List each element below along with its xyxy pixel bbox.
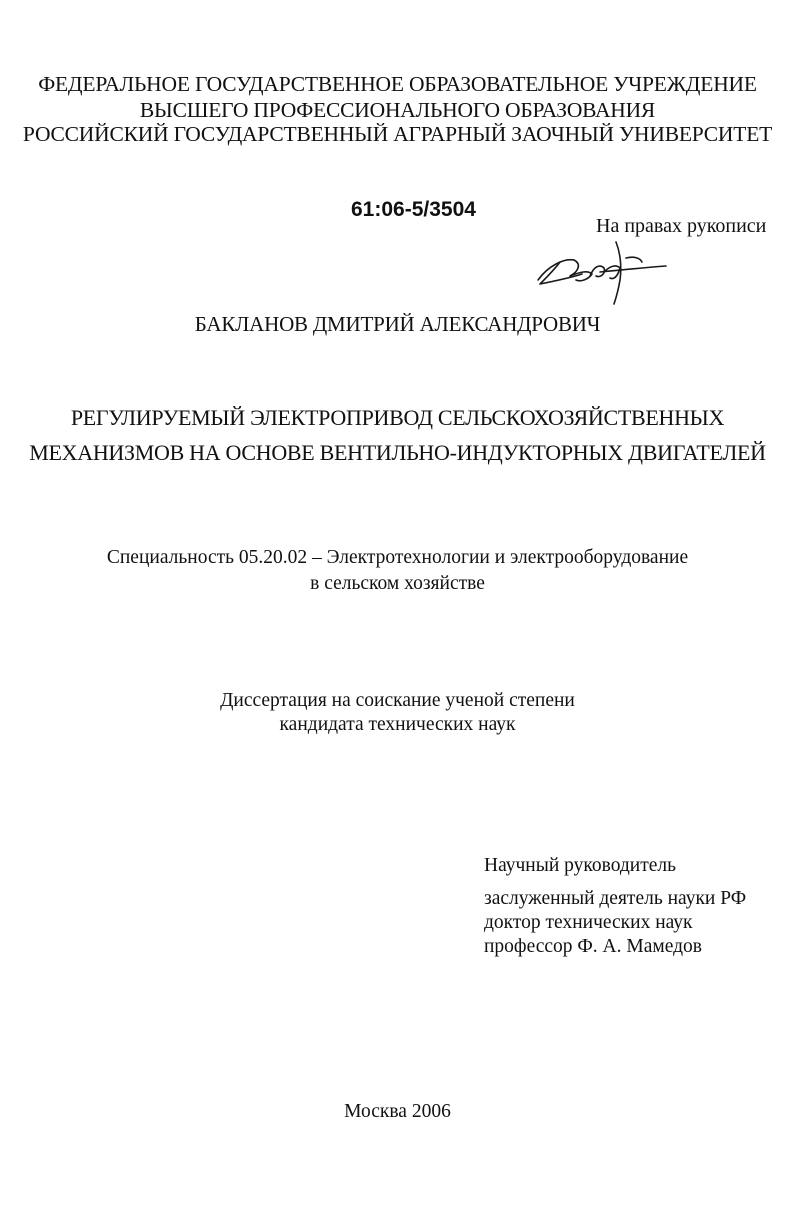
supervisor-line-1: заслуженный деятель науки РФ [484, 888, 747, 909]
title-line-2: МЕХАНИЗМОВ НА ОСНОВЕ ВЕНТИЛЬНО-ИНДУКТОРНЫХ ДВИГАТЕЛЕЙ [29, 440, 766, 465]
institution-line-2: ВЫСШЕГО ПРОФЕССИОНАЛЬНОГО ОБРАЗОВАНИЯ [139, 98, 656, 122]
supervisor-line-3: профессор Ф. А. Мамедов [484, 936, 702, 957]
degree-line-1: Диссертация на соискание ученой степени [220, 690, 575, 711]
supervisor-line-2: доктор технических наук [484, 912, 693, 933]
supervisor-heading: Научный руководитель [484, 855, 677, 876]
specialty-line-2: в сельском хозяйстве [310, 573, 485, 594]
institution-line-1: ФЕДЕРАЛЬНОЕ ГОСУДАРСТВЕННОЕ ОБРАЗОВАТЕЛЬНОЕ УЧРЕЖДЕНИЕ [38, 72, 757, 96]
title-line-1: РЕГУЛИРУЕМЫЙ ЭЛЕКТРОПРИВОД СЕЛЬСКОХОЗЯЙСТВЕННЫХ [70, 405, 725, 430]
catalog-number: 61:06-5/3504 [351, 198, 476, 221]
specialty-line-1: Специальность 05.20.02 – Электротехнологии и электрооборудование [106, 547, 689, 568]
city-year: Москва 2006 [344, 1101, 451, 1122]
institution-line-3: РОССИЙСКИЙ ГОСУДАРСТВЕННЫЙ АГРАРНЫЙ ЗАОЧНЫЙ УНИВЕРСИТЕТ [22, 122, 773, 146]
manuscript-note: На правах рукописи [596, 215, 767, 237]
author-name: БАКЛАНОВ ДМИТРИЙ АЛЕКСАНДРОВИЧ [194, 312, 601, 336]
degree-line-2: кандидата технических наук [279, 714, 516, 735]
handwritten-signature [530, 236, 680, 308]
